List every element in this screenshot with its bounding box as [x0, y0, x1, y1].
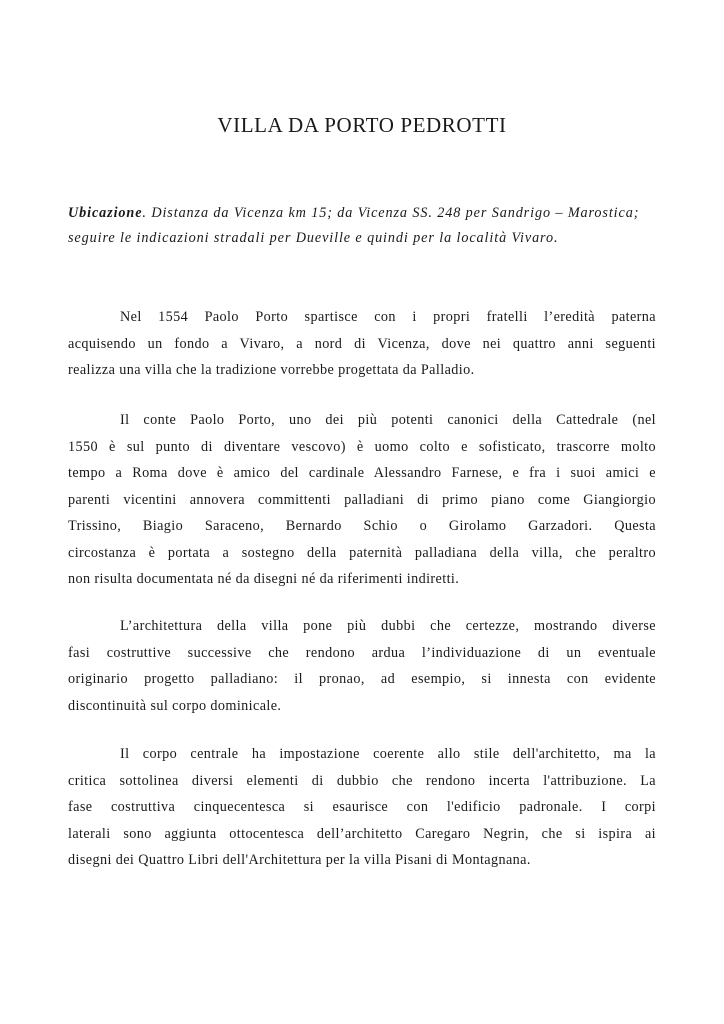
paragraph-3 — [68, 613, 656, 719]
paragraph-1 — [68, 304, 656, 384]
paragraph-line: parenti vicentini annovera committenti palladiani di primo piano come Giangiorgio — [68, 491, 656, 508]
paragraph-line: L’architettura della villa pone più dubbi che certezze, mostrando diverse — [120, 618, 656, 634]
paragraph-line: non risulta documentata né da disegni né da riferimenti indiretti. — [68, 571, 460, 587]
paragraph-line: 1550 è sul punto di diventare vescovo) è uomo colto e sofisticato, trascorre molto — [68, 438, 656, 455]
paragraph-line: realizza una villa che la tradizione vorrebbe progettata da Palladio. — [68, 362, 475, 378]
paragraph-line: critica sottolinea diversi elementi di dubbio che rendono incerta l'attribuzione. La — [68, 772, 656, 789]
paragraph-line: tempo a Roma dove è amico del cardinale Alessandro Farnese, e fra i suoi amici e — [68, 465, 656, 481]
paragraph-4 — [68, 741, 656, 874]
location-label: Ubicazione — [68, 205, 143, 221]
location-text: . Distanza da Vicenza km 15; da Vicenza SS. 248 per Sandrigo – Marostica; seguire le indicazioni stradali per Dueville e quindi per la località Vivaro. — [68, 205, 640, 246]
paragraph-line: originario progetto palladiano: il pronao, ad esempio, si innesta con evidente — [68, 671, 656, 687]
document-title: VILLA DA PORTO PEDROTTI — [217, 113, 507, 137]
paragraph-line: acquisendo un fondo a Vivaro, a nord di Vicenza, dove nei quattro anni seguenti — [68, 335, 656, 352]
paragraph-line: Nel 1554 Paolo Porto spartisce con i propri fratelli l’eredità paterna — [120, 309, 656, 325]
paragraph-line: Il conte Paolo Porto, uno dei più potenti canonici della Cattedrale (nel — [120, 412, 656, 428]
paragraph-line: disegni dei Quattro Libri dell'Architettura per la villa Pisani di Montagnana. — [68, 852, 531, 868]
paragraph-line: Trissino, Biagio Saraceno, Bernardo Schio o Girolamo Garzadori. Questa — [68, 518, 656, 534]
paragraph-line: Il corpo centrale ha impostazione coerente allo stile dell'architetto, ma la — [120, 746, 656, 762]
paragraph-line: fase costruttiva cinquecentesca si esaurisce con l'edificio padronale. I corpi — [68, 799, 656, 815]
paragraph-line: fasi costruttive successive che rendono ardua l’individuazione di un eventuale — [68, 644, 656, 661]
paragraph-line: discontinuità sul corpo dominicale. — [68, 697, 282, 714]
location-paragraph — [68, 201, 658, 250]
paragraph-line: circostanza è portata a sostegno della paternità palladiana della villa, che peraltro — [68, 544, 656, 561]
paragraph-line: laterali sono aggiunta ottocentesca dell’architetto Caregaro Negrin, che si ispira ai — [68, 825, 656, 842]
paragraph-2 — [68, 407, 656, 593]
